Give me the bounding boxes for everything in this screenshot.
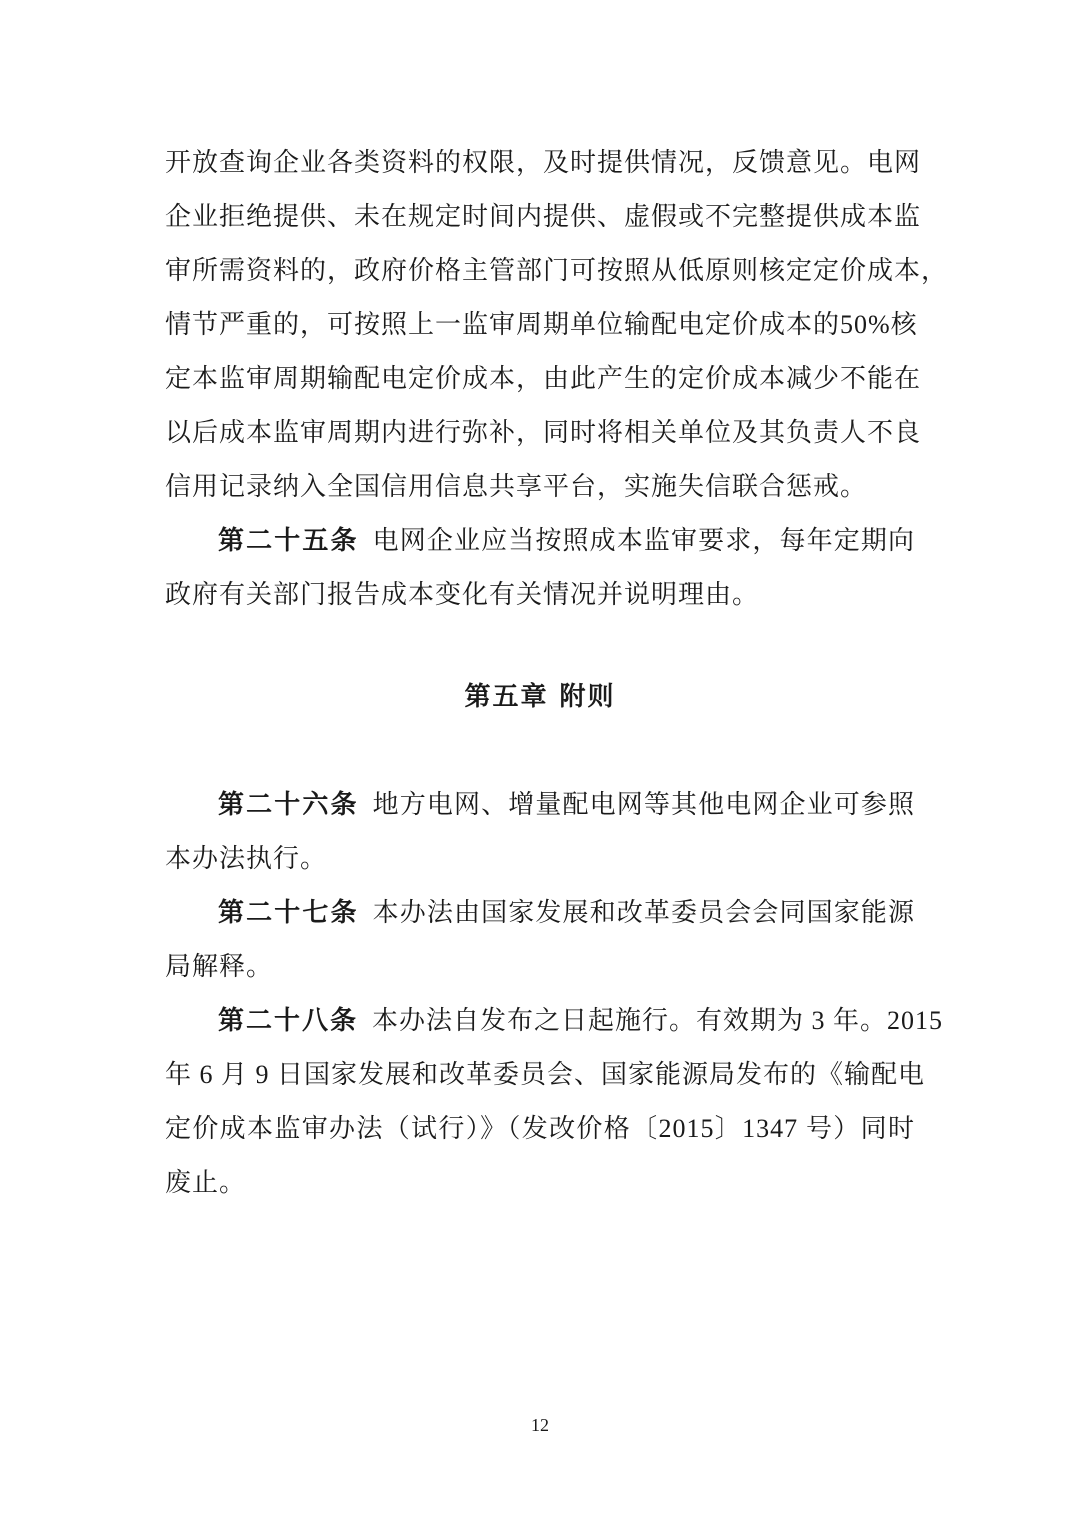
text-line: 定价成本监审办法（试行）》（发改价格〔2015〕1347 号）同时 <box>165 1114 915 1143</box>
articles-block <box>165 778 944 1210</box>
text-line: 开放查询企业各类资料的权限，及时提供情况，反馈意见。电网 <box>165 148 922 177</box>
chapter-heading: 第五章 附则 <box>464 682 616 712</box>
text-line: 局解释。 <box>165 952 274 981</box>
article-label: 第二十六条 <box>218 790 359 820</box>
text-line: 电网企业应当按照成本监审要求，每年定期向 <box>372 526 915 555</box>
text-line: 年 6 月 9 日国家发展和改革委员会、国家能源局发布的《输配电 <box>165 1060 926 1089</box>
article-label: 第二十五条 <box>218 526 359 556</box>
text-line: 企业拒绝提供、未在规定时间内提供、虚假或不完整提供成本监 <box>165 202 922 231</box>
text-line: 本办法执行。 <box>165 844 328 873</box>
text-line: 以后成本监审周期内进行弥补，同时将相关单位及其负责人不良 <box>165 418 922 447</box>
article-27 <box>165 886 915 994</box>
text-line: 废止。 <box>165 1168 247 1197</box>
text-line: 地方电网、增量配电网等其他电网企业可参照 <box>372 790 915 819</box>
text-line: 情节严重的，可按照上一监审周期单位输配电定价成本的50%核 <box>165 310 918 339</box>
paragraph-continuation <box>165 136 949 622</box>
article-26 <box>165 778 915 886</box>
text-line: 本办法由国家发展和改革委员会会同国家能源 <box>372 898 915 927</box>
text-line: 政府有关部门报告成本变化有关情况并说明理由。 <box>165 580 760 609</box>
article-25 <box>165 514 915 622</box>
text-line: 本办法自发布之日起施行。有效期为 3 年。2015 <box>372 1006 944 1035</box>
text-line: 定本监审周期输配电定价成本，由此产生的定价成本减少不能在 <box>165 364 922 393</box>
text-line: 审所需资料的，政府价格主管部门可按照从低原则核定定价成本， <box>165 256 949 285</box>
article-label: 第二十七条 <box>218 898 359 928</box>
text-line: 信用记录纳入全国信用信息共享平台，实施失信联合惩戒。 <box>165 472 868 501</box>
page-number: 12 <box>531 1415 549 1435</box>
article-label: 第二十八条 <box>218 1006 359 1036</box>
article-28 <box>165 994 944 1210</box>
